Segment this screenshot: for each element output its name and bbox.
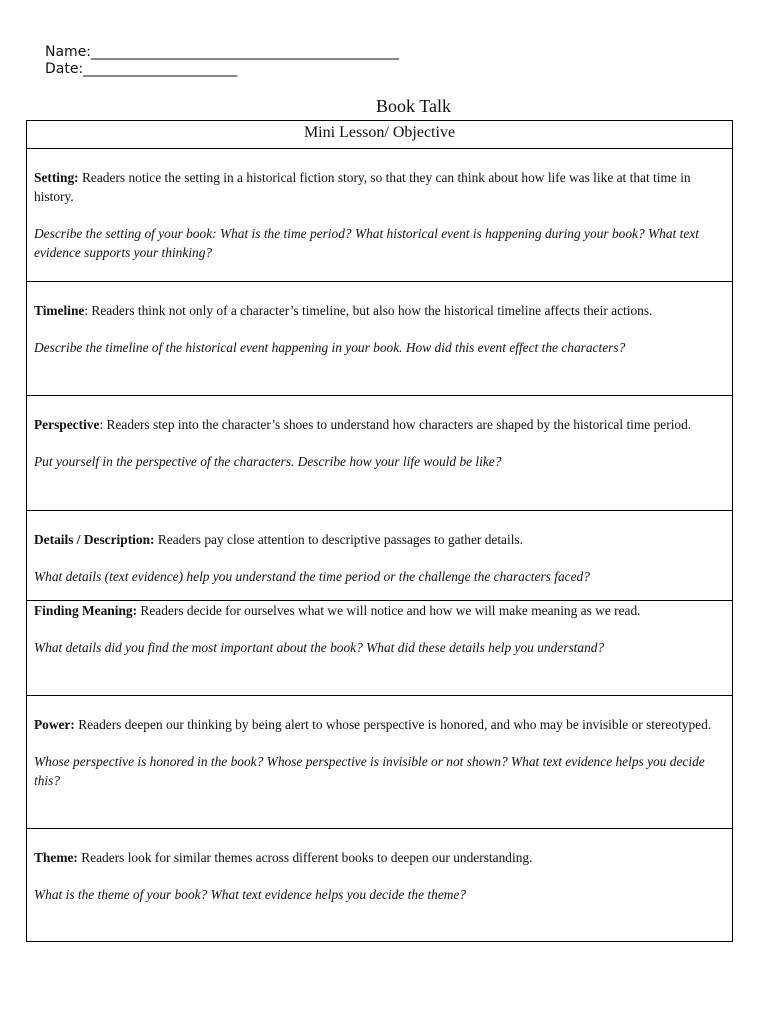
lesson-question: Describe the timeline of the historical event happening in your book. How did this event effect the characters? (34, 340, 626, 355)
header-fields (45, 44, 399, 78)
lesson-text (34, 530, 726, 549)
lesson-term: Finding Meaning: (34, 603, 138, 618)
lesson-question: Whose perspective is honored in the book? Whose perspective is invisible or not shown? What text evidence helps you decide this? (34, 754, 705, 788)
lesson-description: : Readers think not only of a character’s timeline, but also how the historical timeline affects their actions. (84, 303, 653, 318)
lesson-description: Readers deepen our thinking by being alert to whose perspective is honored, and who may be invisible or stereotyped. (74, 717, 712, 732)
lesson-text (34, 601, 726, 620)
date-field (45, 61, 399, 78)
table-header: Mini Lesson/ Objective (27, 121, 732, 149)
lesson-term: Perspective (34, 417, 100, 432)
name-blank: ____________________________________________ (91, 44, 400, 60)
lesson-term: Theme: (34, 850, 78, 865)
lesson-term: Setting: (34, 170, 79, 185)
row-theme (27, 829, 732, 941)
document-title: Book Talk (376, 96, 451, 116)
lesson-text (34, 301, 726, 320)
row-power (27, 696, 732, 829)
lesson-question: What details (text evidence) help you understand the time period or the challenge the characters faced? (34, 569, 590, 584)
lesson-description: Readers pay close attention to descriptive passages to gather details. (154, 532, 523, 547)
mini-lesson-table (26, 120, 733, 942)
row-timeline (27, 282, 732, 396)
name-label: Name: (45, 44, 92, 60)
date-blank: ______________________ (83, 61, 238, 77)
lesson-text (34, 715, 726, 734)
row-finding-meaning (27, 601, 732, 696)
lesson-description: Readers look for similar themes across different books to deepen our understanding. (77, 850, 533, 865)
lesson-text (34, 415, 726, 434)
lesson-text (34, 848, 726, 867)
lesson-description: Readers decide for ourselves what we will notice and how we will make meaning as we read. (137, 603, 641, 618)
lesson-question: Put yourself in the perspective of the characters. Describe how your life would be like? (34, 454, 502, 469)
lesson-term: Details / Description: (34, 532, 155, 547)
lesson-description: Readers notice the setting in a historical fiction story, so that they can think about how life was like at that time in history. (34, 170, 691, 204)
row-perspective (27, 396, 732, 511)
name-field (45, 44, 399, 61)
lesson-term: Timeline (34, 303, 85, 318)
lesson-question: What is the theme of your book? What text evidence helps you decide the theme? (34, 887, 467, 902)
date-label: Date: (45, 61, 84, 77)
lesson-question: Describe the setting of your book: What is the time period? What historical event is happening during your book? What text evidence supports your thinking? (34, 226, 699, 260)
row-details (27, 511, 732, 601)
lesson-text (34, 168, 726, 206)
lesson-term: Power: (34, 717, 75, 732)
lesson-description: : Readers step into the character’s shoes to understand how characters are shaped by the historical time period. (99, 417, 692, 432)
row-setting (27, 149, 732, 282)
lesson-question: What details did you find the most important about the book? What did these details help you understand? (34, 640, 605, 655)
